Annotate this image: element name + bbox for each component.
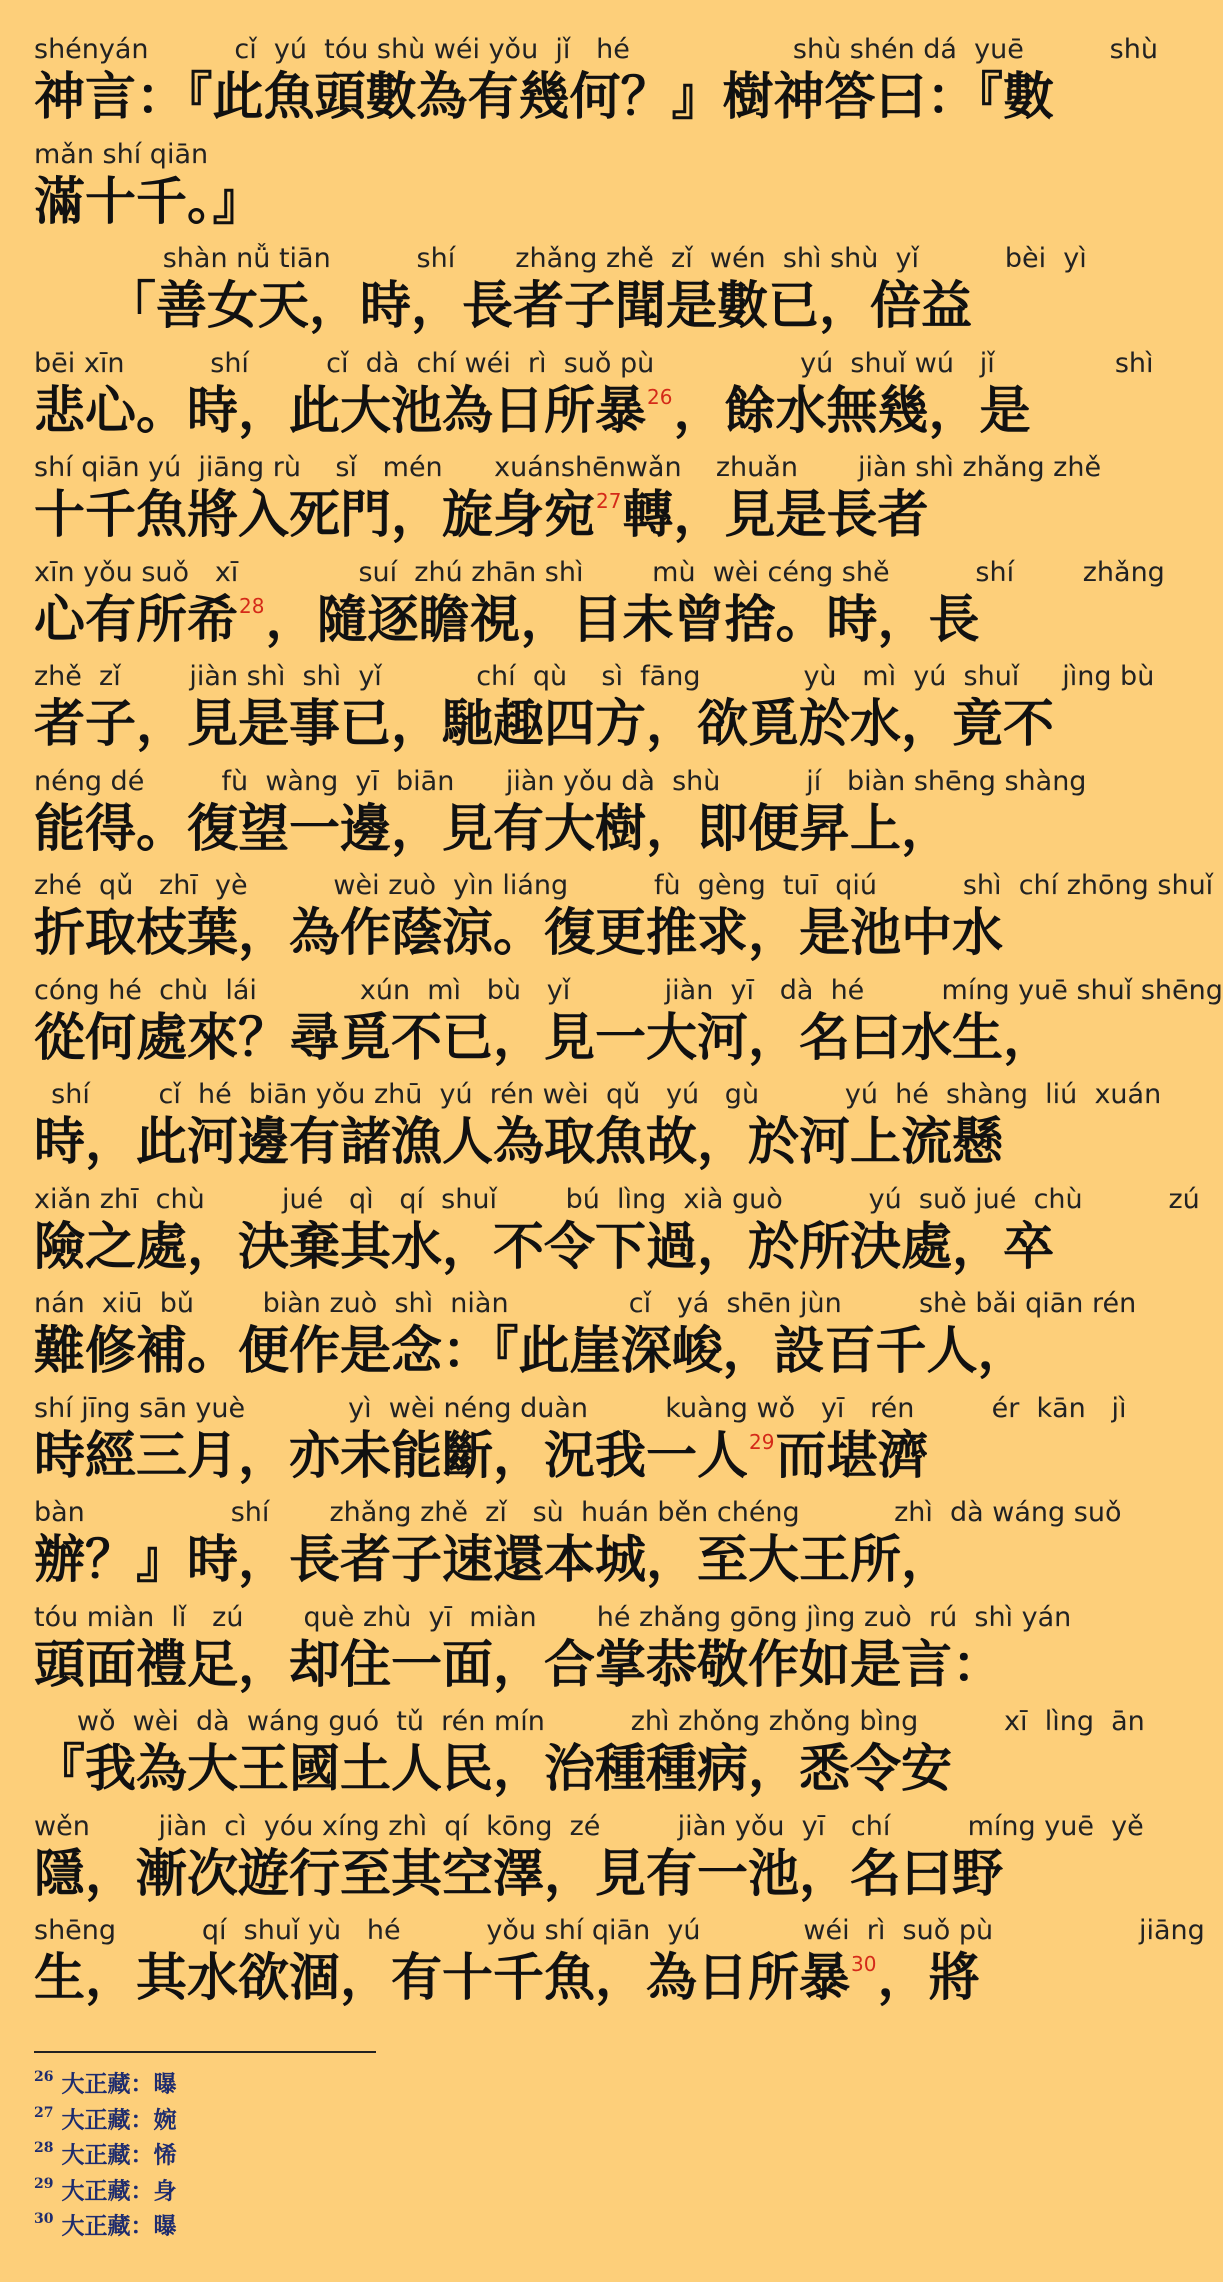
text-line: [34, 765, 1087, 871]
hanzi-segment: 者子，見是事已，馳趣四方，欲覓於水，竟不: [34, 695, 1055, 754]
footnote-item: [34, 2133, 176, 2169]
hanzi-segment: 頭面禮足，却住一面，合掌恭敬作如是言：: [34, 1635, 1004, 1695]
hanzi-segment: 而堪濟: [775, 1426, 929, 1486]
footnote-marker: 28: [239, 593, 265, 618]
hanzi-line: [34, 275, 972, 339]
hanzi-line: [34, 1738, 952, 1802]
pinyin-line: nán xiū bǔ biàn zuò shì niàn cǐ yá shēn jùn shè bǎi qiān rén: [34, 1288, 1137, 1319]
text-line: [34, 243, 1087, 348]
footnote-marker: 30: [851, 1952, 877, 1976]
pinyin-line: cóng hé chù lái xún mì bù yǐ jiàn yī dà hé míng yuē shuǐ shēng: [34, 974, 1223, 1006]
text-line: [34, 1392, 1127, 1498]
hanzi-line: [34, 380, 1030, 453]
pinyin-line: shí qiān yú jiāng rù sǐ mén xuánshēnwǎn zhuǎn jiàn shì zhǎng zhě: [34, 452, 1102, 483]
text-line: [34, 1915, 1205, 2020]
pinyin-line: mǎn shí qiān: [34, 138, 209, 170]
hanzi-segment: 十千魚將入死門，旋身宛: [34, 486, 596, 545]
hanzi-line: [34, 693, 1054, 757]
pinyin-line: bēi xīn shí cǐ dà chí wéi rì suǒ pù yú shuǐ wú jǐ shì: [34, 347, 1154, 379]
pinyin-line: shényán cǐ yú tóu shù wéi yǒu jǐ hé shù shén dá yuē shù: [34, 34, 1158, 65]
hanzi-line: [34, 1216, 1054, 1280]
footnote-text: 大正藏：悕: [61, 2141, 177, 2169]
footnote-number: 28: [34, 2140, 54, 2156]
text-line: [34, 1706, 1145, 1811]
text-line: [34, 34, 1158, 139]
footnote-marker: 27: [596, 489, 622, 513]
text-line: [34, 1601, 1072, 1707]
hanzi-segment: 隱，漸次遊行至其空澤，見有一池，名曰野: [34, 1844, 1004, 1904]
hanzi-segment: 折取枝葉，為作蔭涼。復更推求，是池中水: [34, 904, 1004, 963]
footnote-item: [34, 2062, 176, 2098]
text-line: [34, 556, 1165, 662]
hanzi-line: [34, 1007, 1054, 1071]
footnote-divider: [34, 2051, 376, 2053]
text-line: [34, 661, 1155, 766]
pinyin-line: shí cǐ hé biān yǒu zhū yú rén wèi qǔ yú gù yú hé shàng liú xuán: [34, 1079, 1162, 1110]
hanzi-line: [34, 589, 979, 662]
text-line: [34, 1288, 1137, 1393]
hanzi-segment: 生，其水欲涸，有十千魚，為日所暴: [34, 1949, 851, 2008]
hanzi-segment: 險之處，決棄其水，不令下過，於所決處，卒: [34, 1217, 1055, 1277]
text-line: [34, 1810, 1144, 1916]
hanzi-segment: ，將: [877, 1949, 980, 2008]
pinyin-line: shí jīng sān yuè yì wèi néng duàn kuàng wǒ yī rén ér kān jì: [34, 1392, 1127, 1424]
scripture-text: [34, 34, 1223, 2020]
hanzi-line: [34, 1634, 1003, 1698]
footnote-text: 大正藏：身: [61, 2177, 177, 2205]
hanzi-segment: 滿十千。』: [34, 172, 264, 232]
text-line: [34, 1183, 1200, 1289]
pinyin-line: shēng qí shuǐ yù hé yǒu shí qiān yú wéi rì suǒ pù jiāng: [34, 1915, 1205, 1946]
hanzi-line: [34, 171, 264, 235]
hanzi-segment: 時經三月，亦未能斷，況我一人: [34, 1426, 749, 1486]
hanzi-segment: 能得。復望一邊，見有大樹，即便昇上，: [34, 799, 953, 859]
pinyin-line: bàn shí zhǎng zhě zǐ sù huán běn chéng zhì dà wáng suǒ: [34, 1497, 1122, 1528]
text-line: [34, 1079, 1162, 1184]
hanzi-line: [34, 1947, 979, 2020]
footnotes: [34, 2062, 176, 2240]
footnote-text: 大正藏：曝: [61, 2070, 177, 2098]
text-line: [34, 1497, 1122, 1602]
footnote-number: 27: [34, 2104, 54, 2121]
text-line: [34, 452, 1102, 557]
hanzi-segment: 轉，見是長者: [622, 486, 929, 545]
pinyin-line: tóu miàn lǐ zú què zhù yī miàn hé zhǎng gōng jìng zuò rú shì yán: [34, 1601, 1072, 1633]
footnote-number: 26: [34, 2069, 54, 2085]
footnote-number: 29: [34, 2175, 54, 2192]
pinyin-line: shàn nǚ tiān shí zhǎng zhě zǐ wén shì shù yǐ bèi yì: [34, 243, 1087, 274]
footnote-marker: 29: [749, 1429, 775, 1454]
hanzi-segment: 神言：『此魚頭數為有幾何？』樹神答曰：『數: [34, 68, 1055, 127]
footnote-marker: 26: [647, 384, 673, 409]
hanzi-line: [34, 484, 928, 557]
hanzi-line: [34, 1320, 1029, 1384]
hanzi-segment: 「善女天，時，長者子聞是數已，倍益: [34, 277, 973, 336]
hanzi-line: [34, 798, 952, 862]
footnote-number: 30: [34, 2211, 54, 2227]
hanzi-line: [34, 1111, 1003, 1175]
hanzi-line: [34, 1843, 1003, 1907]
footnote-item: [34, 2204, 176, 2240]
hanzi-segment: ，隨逐瞻視，目未曾捨。時，長: [265, 590, 980, 650]
hanzi-segment: 悲心。時，此大池為日所暴: [34, 381, 647, 441]
footnote-item: [34, 2098, 176, 2134]
footnote-text: 大正藏：曝: [61, 2212, 177, 2240]
hanzi-line: [34, 1425, 928, 1498]
hanzi-line: [34, 66, 1054, 130]
pinyin-line: wǒ wèi dà wáng guó tǔ rén mín zhì zhǒng zhǒng bìng xī lìng ān: [34, 1706, 1145, 1737]
footnote-text: 大正藏：婉: [61, 2106, 177, 2134]
text-line: [34, 870, 1214, 975]
hanzi-line: [34, 902, 1003, 966]
pinyin-line: zhě zǐ jiàn shì shì yǐ chí qù sì fāng yù mì yú shuǐ jìng bù: [34, 661, 1155, 692]
pinyin-line: wěn jiàn cì yóu xíng zhì qí kōng zé jiàn yǒu yī chí míng yuē yě: [34, 1810, 1144, 1842]
text-line: [34, 347, 1154, 453]
hanzi-segment: 從何處來？尋覓不已，見一大河，名曰水生，: [34, 1008, 1055, 1068]
hanzi-segment: 辦？』時，長者子速還本城，至大王所，: [34, 1531, 953, 1590]
text-line: [34, 974, 1223, 1080]
hanzi-segment: ，餘水無幾，是: [673, 381, 1031, 441]
text-line: [34, 139, 1054, 244]
hanzi-segment: 『我為大王國土人民，治種種病，悉令安: [34, 1740, 953, 1799]
pinyin-line: xiǎn zhī chù jué qì qí shuǐ bú lìng xià guò yú suǒ jué chù zú: [34, 1183, 1200, 1215]
footnote-item: [34, 2169, 176, 2205]
hanzi-segment: 時，此河邊有諸漁人為取魚故，於河上流懸: [34, 1113, 1004, 1172]
pinyin-line: xīn yǒu suǒ xī suí zhú zhān shì mù wèi céng shě shí zhǎng: [34, 556, 1165, 588]
pinyin-line: néng dé fù wàng yī biān jiàn yǒu dà shù jí biàn shēng shàng: [34, 765, 1087, 797]
hanzi-segment: 心有所希: [34, 590, 239, 650]
pinyin-line: zhé qǔ zhī yè wèi zuò yìn liáng fù gèng tuī qiú shì chí zhōng shuǐ: [34, 870, 1214, 901]
hanzi-segment: 難修補。便作是念：『此崖深峻，設百千人，: [34, 1322, 1029, 1381]
hanzi-line: [34, 1529, 952, 1593]
